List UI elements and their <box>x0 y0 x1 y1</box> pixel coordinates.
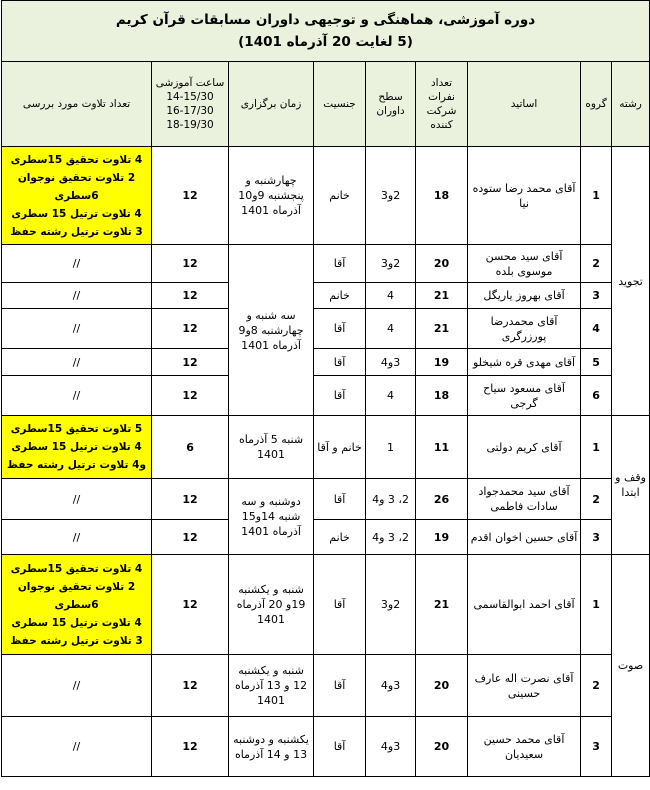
level-cell: 1 <box>366 416 416 479</box>
hours-cell: 12 <box>152 520 229 555</box>
hours-cell: 6 <box>152 416 229 479</box>
recitation-line: 4 تلاوت تحقیق 15سطری <box>10 153 143 166</box>
level-cell: 3و4 <box>366 655 416 717</box>
group-cell: 5 <box>581 349 612 376</box>
group-cell: 6 <box>581 376 612 416</box>
gender-cell: خانم <box>314 520 366 555</box>
schedule-table <box>1 0 650 777</box>
recitations-cell: // <box>2 520 152 555</box>
gender-cell: آقا <box>314 717 366 777</box>
recitations-cell: // <box>2 349 152 376</box>
recitation-line: 2 تلاوت تحقیق نوجوان 6سطری <box>17 580 136 611</box>
gender-cell: آقا <box>314 479 366 520</box>
header-hours <box>152 62 229 147</box>
gender-cell: آقا <box>314 309 366 349</box>
recitations-cell: // <box>2 283 152 309</box>
field-cell: صوت <box>612 555 650 777</box>
group-cell: 2 <box>581 655 612 717</box>
participants-cell: 26 <box>416 479 468 520</box>
field-cell: تجوید <box>612 147 650 416</box>
group-cell: 3 <box>581 717 612 777</box>
recitations-cell <box>2 147 152 245</box>
instructor-cell: آقای نصرت اله عارف حسینی <box>468 655 581 717</box>
instructor-cell: آقای محمد رضا ستوده نیا <box>468 147 581 245</box>
recitation-line: 2 تلاوت تحقیق نوجوان 6سطری <box>17 171 136 202</box>
instructor-cell: آقای مسعود سیاح گرجی <box>468 376 581 416</box>
table-row <box>2 283 650 309</box>
level-cell: 4 <box>366 283 416 309</box>
recitation-line: 4 تلاوت ترتیل 15 سطری <box>11 207 142 220</box>
header-gender: جنسیت <box>314 62 366 147</box>
recitations-cell: // <box>2 479 152 520</box>
field-cell: وقف و ابتدا <box>612 416 650 555</box>
level-cell: 3و4 <box>366 717 416 777</box>
header-hours-slot-3: 18-19/30 <box>166 119 214 131</box>
gender-cell: آقا <box>314 655 366 717</box>
instructor-cell: آقای مهدی قره شیخلو <box>468 349 581 376</box>
level-cell: 2و3 <box>366 555 416 655</box>
instructor-cell: آقای محمد حسین سعیدیان <box>468 717 581 777</box>
header-group: گروه <box>581 62 612 147</box>
recitation-line: 3 تلاوت ترتیل رشته حفظ <box>10 634 143 647</box>
header-recitations: تعداد تلاوت مورد بررسی <box>2 62 152 147</box>
header-hours-slot-1: 14-15/30 <box>166 91 214 103</box>
header-schedule: زمان برگزاری <box>229 62 314 147</box>
instructor-cell: آقای محمدرضا پورزرگری <box>468 309 581 349</box>
hours-cell: 12 <box>152 479 229 520</box>
group-cell: 2 <box>581 479 612 520</box>
participants-cell: 19 <box>416 349 468 376</box>
table-row <box>2 349 650 376</box>
recitations-cell <box>2 555 152 655</box>
instructor-cell: آقای کریم دولتی <box>468 416 581 479</box>
header-instructors: اساتید <box>468 62 581 147</box>
recitation-line: 4 تلاوت تحقیق 15سطری <box>10 562 143 575</box>
header-hours-label: ساعت آموزشی <box>155 77 225 89</box>
group-cell: 1 <box>581 416 612 479</box>
recitations-cell <box>2 416 152 479</box>
hours-cell: 12 <box>152 555 229 655</box>
header-hours-slot-2: 16-17/30 <box>166 105 214 117</box>
table-row <box>2 245 650 283</box>
hours-cell: 12 <box>152 376 229 416</box>
gender-cell: خانم <box>314 147 366 245</box>
schedule-cell: یکشنبه و دوشنبه 13 و 14 آذرماه <box>229 717 314 777</box>
group-cell: 2 <box>581 245 612 283</box>
group-cell: 4 <box>581 309 612 349</box>
schedule-cell: دوشنبه و سه شنبه 14و15 آذرماه 1401 <box>229 479 314 555</box>
schedule-cell: شنبه و یکشنبه 19و 20 آذرماه 1401 <box>229 555 314 655</box>
participants-cell: 20 <box>416 655 468 717</box>
table-row <box>2 479 650 520</box>
header-participants: تعداد نفرات شرکت کننده <box>416 62 468 147</box>
level-cell: 2، 3 و4 <box>366 479 416 520</box>
instructor-cell: آقای سید محمدجواد سادات فاطمی <box>468 479 581 520</box>
gender-cell: آقا <box>314 245 366 283</box>
participants-cell: 18 <box>416 147 468 245</box>
table-row <box>2 555 650 655</box>
recitation-line: 3 تلاوت ترتیل رشته حفظ <box>10 225 143 238</box>
header-referee-level: سطح داوران <box>366 62 416 147</box>
instructor-cell: آقای احمد ابوالقاسمی <box>468 555 581 655</box>
gender-cell: خانم و آقا <box>314 416 366 479</box>
instructor-cell: آقای بهروز یاریگل <box>468 283 581 309</box>
schedule-cell: سه شنبه و چهارشنبه 8و9 آذرماه 1401 <box>229 245 314 416</box>
table-row <box>2 376 650 416</box>
table-row <box>2 309 650 349</box>
table-row <box>2 717 650 777</box>
gender-cell: آقا <box>314 555 366 655</box>
recitation-line: و4 تلاوت ترتیل رشته حفظ <box>7 459 146 471</box>
instructor-cell: آقای سید محسن موسوی بلده <box>468 245 581 283</box>
hours-cell: 12 <box>152 717 229 777</box>
level-cell: 2و3 <box>366 245 416 283</box>
recitations-cell: // <box>2 245 152 283</box>
gender-cell: آقا <box>314 349 366 376</box>
title-cell <box>2 1 650 62</box>
group-cell: 3 <box>581 520 612 555</box>
level-cell: 3و4 <box>366 349 416 376</box>
table-row <box>2 147 650 245</box>
participants-cell: 21 <box>416 309 468 349</box>
schedule-cell: شنبه 5 آذرماه 1401 <box>229 416 314 479</box>
group-cell: 1 <box>581 147 612 245</box>
page-title: دوره آموزشی، هماهنگی و توجیهی داوران مسابقات قرآن کریم <box>115 12 536 28</box>
level-cell: 2و3 <box>366 147 416 245</box>
group-cell: 3 <box>581 283 612 309</box>
recitation-line: 4 تلاوت ترتیل 15 سطری <box>11 616 142 629</box>
recitations-cell: // <box>2 309 152 349</box>
table-row <box>2 520 650 555</box>
participants-cell: 18 <box>416 376 468 416</box>
gender-cell: آقا <box>314 376 366 416</box>
hours-cell: 12 <box>152 309 229 349</box>
recitation-line: 5 تلاوت تحقیق 15سطری <box>10 423 143 435</box>
recitation-line: 4 تلاوت ترتیل 15 سطری <box>11 441 142 453</box>
hours-cell: 12 <box>152 283 229 309</box>
header-field: رشته <box>612 62 650 147</box>
hours-cell: 12 <box>152 245 229 283</box>
hours-cell: 12 <box>152 655 229 717</box>
participants-cell: 20 <box>416 245 468 283</box>
gender-cell: خانم <box>314 283 366 309</box>
level-cell: 4 <box>366 376 416 416</box>
participants-cell: 20 <box>416 717 468 777</box>
table-row <box>2 416 650 479</box>
level-cell: 2، 3 و4 <box>366 520 416 555</box>
schedule-cell: شنبه و یکشنبه 12 و 13 آذرماه 1401 <box>229 655 314 717</box>
table-row <box>2 655 650 717</box>
schedule-cell: چهارشنبه و پنجشنبه 9و10 آذرماه 1401 <box>229 147 314 245</box>
group-cell: 1 <box>581 555 612 655</box>
participants-cell: 21 <box>416 555 468 655</box>
recitations-cell: // <box>2 717 152 777</box>
participants-cell: 21 <box>416 283 468 309</box>
recitations-cell: // <box>2 655 152 717</box>
hours-cell: 12 <box>152 147 229 245</box>
instructor-cell: آقای حسین اخوان اقدم <box>468 520 581 555</box>
recitations-cell: // <box>2 376 152 416</box>
hours-cell: 12 <box>152 349 229 376</box>
level-cell: 4 <box>366 309 416 349</box>
participants-cell: 19 <box>416 520 468 555</box>
page-subtitle: (5 لغایت 20 آذرماه 1401) <box>238 34 413 50</box>
participants-cell: 11 <box>416 416 468 479</box>
